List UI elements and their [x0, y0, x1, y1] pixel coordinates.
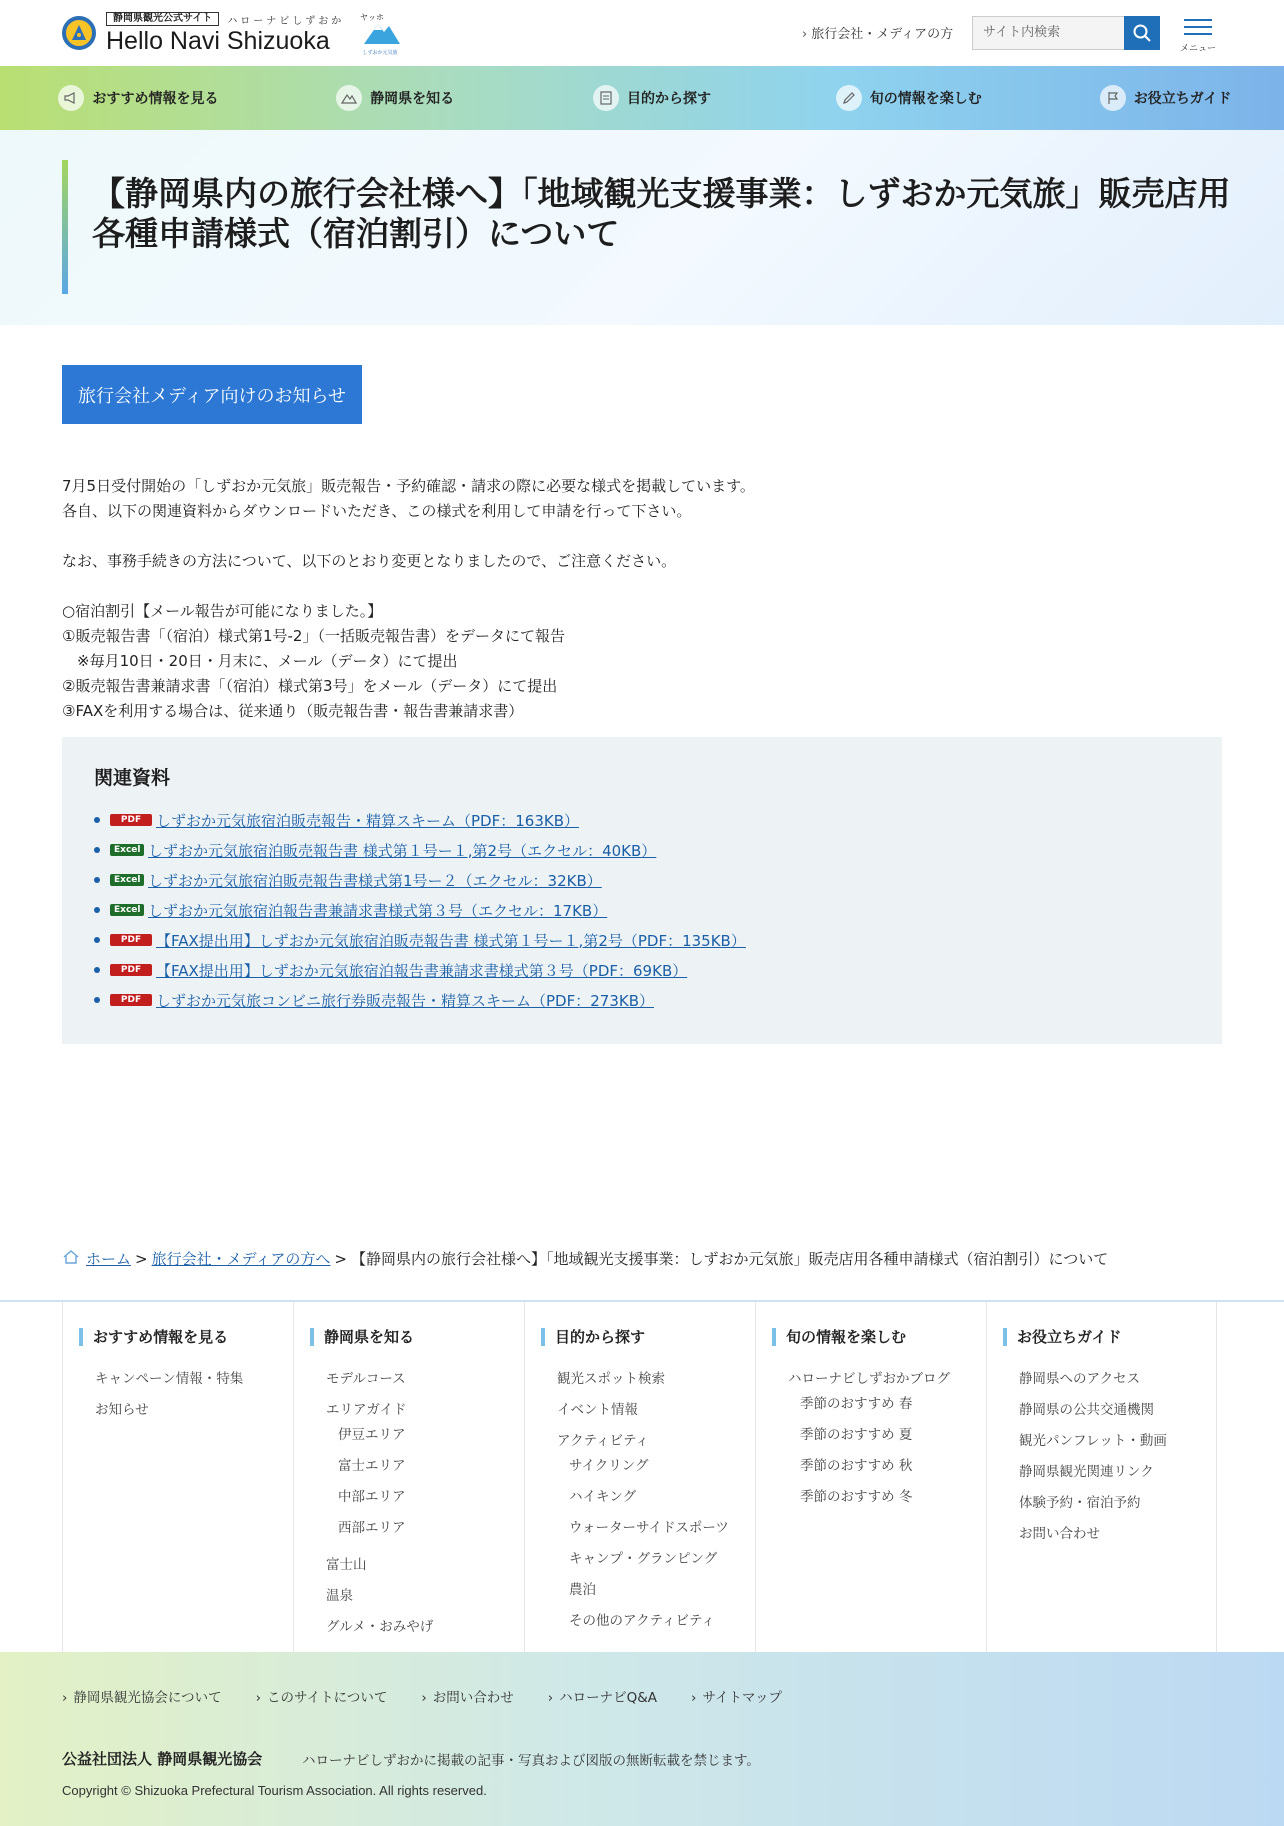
page-title: 【静岡県内の旅行会社様へ】「地域観光支援事業：しずおか元気旅」販売店用各種申請様式（宿泊割引）について	[92, 174, 1231, 253]
footer-link-site[interactable]: › このサイトについて	[256, 1686, 388, 1706]
hamburger-icon	[1184, 19, 1212, 21]
footer-link[interactable]: ウォーターサイドスポーツ	[569, 1520, 729, 1536]
home-icon	[62, 1249, 80, 1269]
svg-text:ヤッホ: ヤッホ	[360, 13, 385, 22]
footer-link[interactable]: 静岡県観光関連リンク	[1019, 1464, 1154, 1480]
footer-nav	[0, 1300, 1284, 1652]
footer-links	[62, 1686, 782, 1706]
footer-link[interactable]: 静岡県の公共交通機関	[1019, 1402, 1154, 1418]
menu-button[interactable]	[1176, 14, 1220, 56]
footer-link[interactable]: エリアガイド	[326, 1402, 407, 1418]
footer-link[interactable]: アクティビティ	[557, 1433, 649, 1449]
body-paragraph-3: ○宿泊割引【メール報告が可能になりました。】 ①販売報告書「（宿泊）様式第1号-2」（一括販売報告書）をデータにて報告 ※毎月10日・20日・月末に、メール（データ）にて提出 ②販売報告書兼請求書「（宿泊）様式第3号」をメール（データ）にて提出 ③FAXを利用する場合は、従来通り（販売報告書・報告書兼請求書）	[62, 602, 565, 720]
footer-link[interactable]: 季節のおすすめ 秋	[800, 1458, 913, 1474]
footer-link[interactable]: ハイキング	[569, 1489, 637, 1505]
mountain-icon	[336, 85, 362, 111]
related-heading: 関連資料	[94, 767, 171, 789]
logo-emblem-icon	[62, 16, 96, 50]
footer-col-heading[interactable]: 目的から探す	[541, 1328, 645, 1346]
footer-org: 公益社団法人 静岡県観光協会	[62, 1750, 263, 1768]
footer-note: ハローナビしずおかに掲載の記事・写真および図版の無断転載を禁じます。	[302, 1753, 760, 1769]
megaphone-icon	[58, 85, 84, 111]
search-input[interactable]: サイト内検索	[972, 16, 1132, 50]
related-link[interactable]: しずおか元気旅宿泊販売報告書 様式第１号ー１,第2号（エクセル：40KB）	[148, 841, 657, 860]
footer-link[interactable]: 富士山	[326, 1557, 367, 1573]
footer-link[interactable]: ハローナビしずおかブログ	[788, 1371, 950, 1387]
footer-link[interactable]: 伊豆エリア	[338, 1427, 406, 1443]
related-list	[94, 805, 746, 1015]
footer-link[interactable]: キャンプ・グランピング	[569, 1551, 718, 1567]
site-badge: 静岡県観光公式サイト	[106, 12, 219, 26]
footer-link[interactable]: 季節のおすすめ 冬	[800, 1489, 913, 1505]
footer-link[interactable]: キャンペーン情報・特集	[95, 1371, 244, 1387]
footer-col-heading[interactable]: お役立ちガイド	[1003, 1328, 1122, 1346]
footer-link[interactable]: 体験予約・宿泊予約	[1019, 1495, 1141, 1511]
footer-link[interactable]: 西部エリア	[338, 1520, 406, 1536]
excel-icon: Excel	[110, 874, 144, 886]
footer-link[interactable]: 中部エリア	[338, 1489, 406, 1505]
pdf-icon: PDF	[110, 994, 152, 1006]
pdf-icon: PDF	[110, 814, 152, 826]
pdf-icon: PDF	[110, 934, 152, 946]
site-kana: ハローナビしずおか	[227, 15, 345, 27]
nav-item-guide[interactable]: お役立ちガイド	[1027, 66, 1284, 130]
search-icon	[1132, 23, 1152, 43]
breadcrumb: ホーム > 旅行会社・メディアの方へ > 【静岡県内の旅行会社様へ】「地域観光支援事業：しずおか元気旅」販売店用各種申請様式（宿泊割引）について	[62, 1248, 1108, 1269]
footer-link[interactable]: お問い合わせ	[1019, 1526, 1100, 1542]
related-link[interactable]: 【FAX提出用】しずおか元気旅宿泊報告書兼請求書様式第３号（PDF：69KB）	[156, 961, 688, 980]
category-badge[interactable]: 旅行会社メディア向けのお知らせ	[62, 365, 362, 424]
site-footer	[0, 1652, 1284, 1826]
body-paragraph-2: なお、事務手続きの方法について、以下のとおり変更となりましたので、ご注意ください。	[62, 552, 677, 570]
title-accent-bar	[62, 160, 68, 294]
mascot-logo-icon	[356, 10, 404, 56]
footer-link-contact[interactable]: › お問い合わせ	[421, 1686, 513, 1706]
footer-col-heading[interactable]: おすすめ情報を見る	[79, 1328, 228, 1346]
footer-link-sitemap[interactable]: › サイトマップ	[691, 1686, 782, 1706]
breadcrumb-current: 【静岡県内の旅行会社様へ】「地域観光支援事業：しずおか元気旅」販売店用各種申請様式（宿泊割引）について	[350, 1250, 1109, 1268]
nav-item-recommend[interactable]: おすすめ情報を見る	[0, 66, 257, 130]
related-link[interactable]: しずおか元気旅コンビニ旅行券販売報告・精算スキーム（PDF：273KB）	[156, 991, 654, 1010]
list-item[interactable]	[94, 985, 746, 1015]
footer-col-season	[755, 1302, 986, 1652]
related-link[interactable]: しずおか元気旅宿泊報告書兼請求書様式第３号（エクセル：17KB）	[148, 901, 608, 920]
nav-item-know[interactable]: 静岡県を知る	[257, 66, 514, 130]
flag-icon	[1100, 85, 1126, 111]
excel-icon: Excel	[110, 844, 144, 856]
body-paragraph-1: 7月5日受付開始の「しずおか元気旅」販売報告・予約確認・請求の際に必要な様式を掲載しています。 各自、以下の関連資料からダウンロードいただき、この様式を利用して申請を行って下さい。	[62, 477, 755, 520]
footer-link[interactable]: 静岡県へのアクセス	[1019, 1371, 1141, 1387]
travel-media-link[interactable]: › 旅行会社・メディアの方	[802, 23, 953, 42]
footer-link[interactable]: イベント情報	[557, 1402, 638, 1418]
site-name: Hello Navi Shizuoka	[106, 26, 330, 55]
list-item[interactable]	[94, 865, 746, 895]
footer-link[interactable]: 季節のおすすめ 夏	[800, 1427, 913, 1443]
nav-item-purpose[interactable]: 目的から探す	[514, 66, 771, 130]
footer-link[interactable]: 富士エリア	[338, 1458, 406, 1474]
footer-link[interactable]: モデルコース	[326, 1371, 406, 1387]
footer-link[interactable]: サイクリング	[569, 1458, 649, 1474]
site-header	[0, 0, 1284, 66]
pdf-icon: PDF	[110, 964, 152, 976]
footer-link[interactable]: 観光スポット検索	[557, 1371, 665, 1387]
related-link[interactable]: しずおか元気旅宿泊販売報告・精算スキーム（PDF：163KB）	[156, 811, 579, 830]
breadcrumb-parent[interactable]: 旅行会社・メディアの方へ	[151, 1250, 331, 1268]
global-nav	[0, 66, 1284, 130]
footer-link[interactable]: 季節のおすすめ 春	[800, 1396, 913, 1412]
footer-col-guide	[986, 1302, 1217, 1652]
related-link[interactable]: 【FAX提出用】しずおか元気旅宿泊販売報告書 様式第１号ー１,第2号（PDF：135KB）	[156, 931, 746, 950]
menu-label: メニュー	[1179, 44, 1216, 54]
list-item[interactable]	[94, 925, 746, 955]
list-item[interactable]	[94, 835, 746, 865]
footer-link[interactable]: 観光パンフレット・動画	[1019, 1433, 1167, 1449]
footer-link[interactable]: 温泉	[326, 1588, 353, 1604]
footer-link-about[interactable]: › 静岡県観光協会について	[62, 1686, 222, 1706]
footer-link-qa[interactable]: › ハローナビQ&A	[548, 1686, 657, 1706]
nav-item-season[interactable]: 旬の情報を楽しむ	[770, 66, 1027, 130]
footer-col-heading[interactable]: 静岡県を知る	[310, 1328, 414, 1346]
list-item[interactable]	[94, 895, 746, 925]
footer-col-recommend	[62, 1302, 293, 1652]
excel-icon: Excel	[110, 904, 144, 916]
footer-col-purpose	[524, 1302, 755, 1652]
footer-col-heading[interactable]: 旬の情報を楽しむ	[772, 1328, 906, 1346]
search-button[interactable]	[1124, 16, 1160, 50]
pencil-icon	[836, 85, 862, 111]
footer-link[interactable]: グルメ・おみやげ	[326, 1619, 434, 1635]
list-item[interactable]	[94, 955, 746, 985]
copyright: Copyright © Shizuoka Prefectural Tourism Association. All rights reserved.	[62, 1783, 487, 1798]
breadcrumb-home[interactable]: ホーム	[86, 1250, 132, 1268]
related-documents	[62, 737, 1222, 1044]
footer-link[interactable]: その他のアクティビティ	[569, 1613, 715, 1629]
mascot-text: しずおか元気旅	[362, 50, 398, 56]
related-link[interactable]: しずおか元気旅宿泊販売報告書様式第1号ー２（エクセル：32KB）	[148, 871, 602, 890]
footer-link[interactable]: 農泊	[569, 1582, 596, 1598]
site-logo[interactable]	[62, 10, 404, 56]
document-icon	[593, 85, 619, 111]
footer-link[interactable]: お知らせ	[95, 1402, 149, 1418]
list-item[interactable]	[94, 805, 746, 835]
footer-col-know	[293, 1302, 524, 1652]
